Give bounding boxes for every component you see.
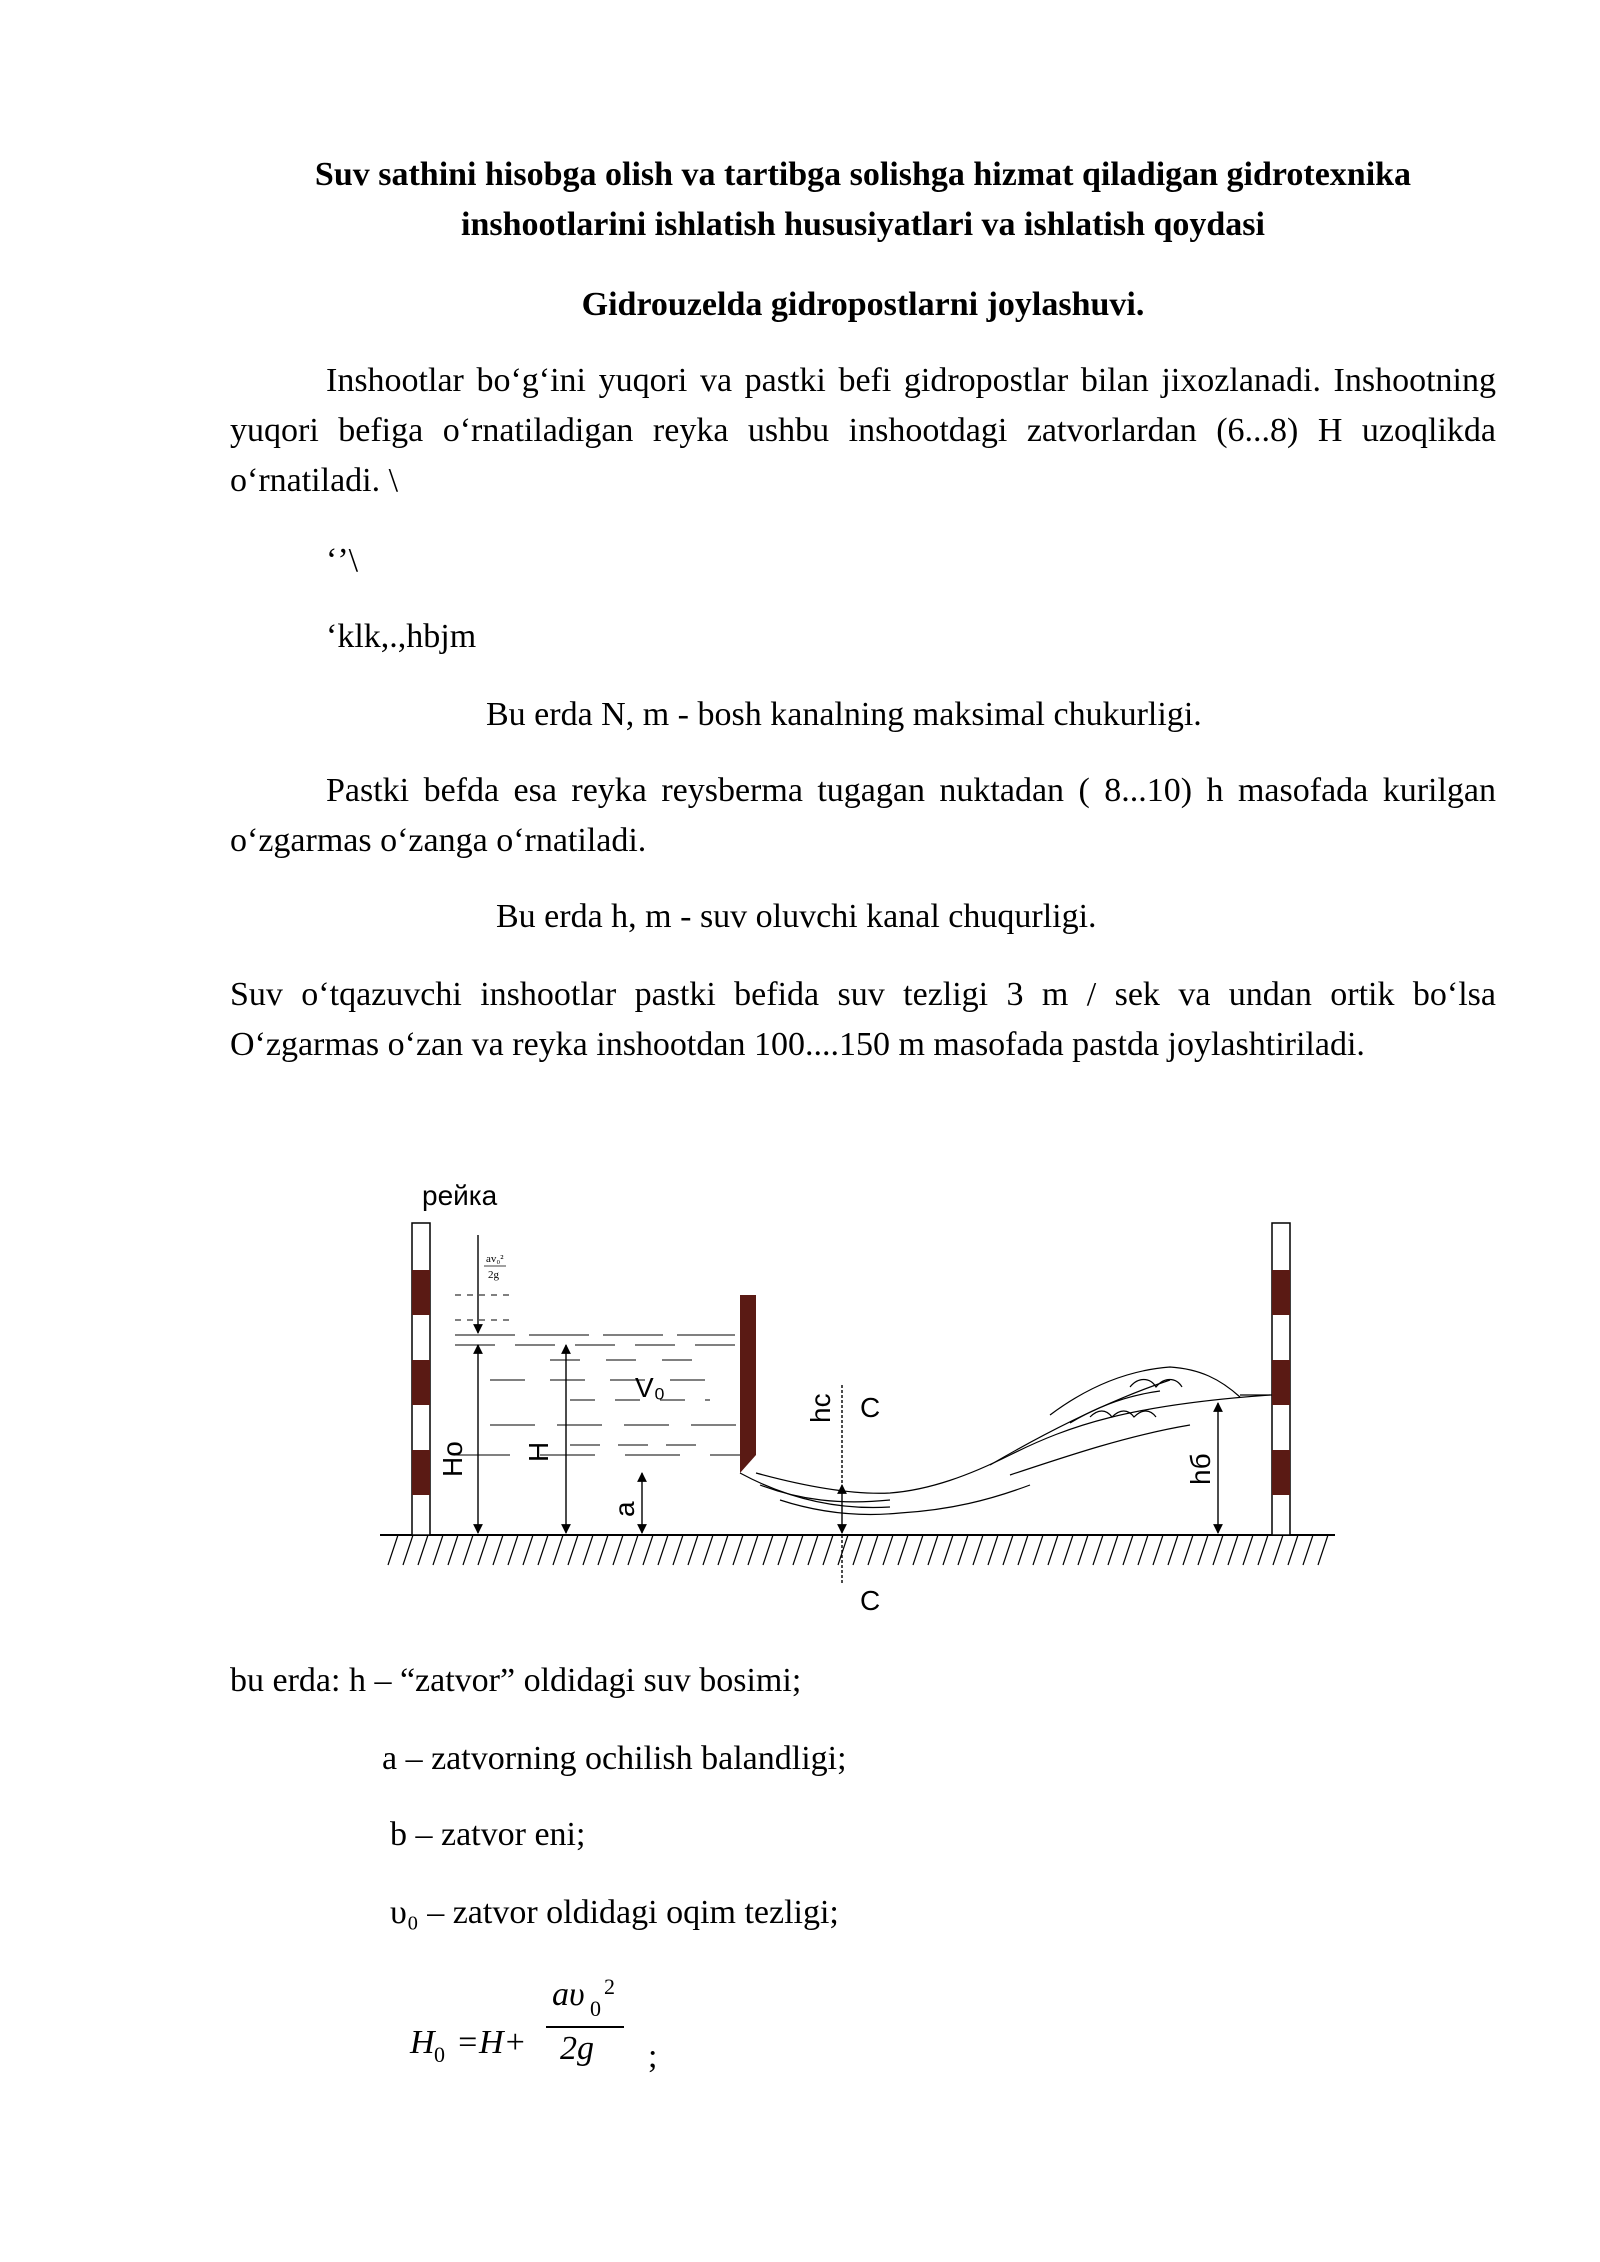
right-gauge-staff — [1272, 1223, 1290, 1535]
dimension-arrows — [478, 1235, 1218, 1585]
ground-line — [380, 1535, 1335, 1565]
note-bosh-kanal: Bu erda N, m - bosh kanalning maksimal chukurligi. — [486, 696, 1202, 733]
label-V0: V₀ — [635, 1372, 666, 1403]
paragraph-intro: Inshootlar bo‘g‘ini yuqori va pastki befi gidropostlar bilan jixozlanadi. Inshootning yuqori befiga o‘rnatiladigan reyka ushbu inshootdagi zatvorlardan (6...8) H uzoqlikda o‘rnatiladi. \ — [230, 362, 1496, 499]
page-title-line-1: Suv sathini hisobga olish va tartibga solishga hizmat qiladigan gidrotexnika — [314, 156, 1412, 193]
formula-fraction-bar — [546, 2026, 624, 2028]
formula-denominator: 2g — [560, 2030, 594, 2067]
note-suv-oluvchi: Bu erda h, m - suv oluvchi kanal chuqurligi. — [496, 898, 1097, 935]
formula-equals-plus: =H+ — [456, 2024, 527, 2061]
label-C-bottom: C — [860, 1585, 881, 1616]
formula-num-sup: 2 — [604, 1974, 615, 1999]
gate-flow-diagram — [370, 1155, 1350, 1635]
label-C-top: C — [860, 1392, 881, 1423]
formula-lhs-sub: 0 — [434, 2042, 445, 2067]
legend-item-b: b – zatvor eni; — [390, 1816, 586, 1853]
stray-text-2: ‘klk,.,hbjm — [326, 618, 477, 655]
formula-H0 — [410, 1970, 730, 2090]
label-a: a — [609, 1501, 640, 1517]
downstream-flow — [740, 1367, 1272, 1514]
page-title-line-2: inshootlarini ishlatish hususiyatlari va ishlatish qoydasi — [461, 206, 1265, 243]
label-hc: hc — [805, 1393, 836, 1423]
paragraph-pastki-bef: Pastki befda esa reyka reysberma tugagan nuktadan ( 8...10) h masofada kurilgan o‘zgarmas o‘zanga o‘rnatiladi. — [230, 772, 1496, 859]
formula-numerator: aυ — [552, 1976, 585, 2013]
formula-num-sub: 0 — [590, 1996, 601, 2021]
stray-text-1: ‘’\ — [326, 542, 359, 579]
legend-item-v0: υ₀ – zatvor oldidagi oqim tezligi; — [390, 1894, 839, 1931]
section-subtitle: Gidrouzelda gidropostlarni joylashuvi. — [581, 286, 1145, 323]
legend-intro: bu erda: h – “zatvor” oldidagi suv bosimi; — [230, 1662, 802, 1699]
formula-tail: ; — [648, 2038, 658, 2075]
paragraph-suv-tezligi: Suv o‘tqazuvchi inshootlar pastki befida suv tezligi 3 m / sek va undan ortik bo‘lsa O‘zgarmas o‘zan va reyka inshootdan 100....150 m masofada pastda joylashtiriladi. — [230, 976, 1496, 1063]
label-frac-den: 2g — [488, 1269, 499, 1281]
upstream-water-lines — [455, 1295, 740, 1455]
rail-label: рейка — [422, 1180, 498, 1211]
label-hb: hб — [1185, 1453, 1216, 1485]
left-gauge-staff — [412, 1223, 430, 1535]
label-H: H — [523, 1441, 554, 1462]
label-Ho: Ho — [437, 1441, 468, 1477]
label-frac-num: av₀² — [486, 1253, 504, 1265]
sluice-gate — [740, 1295, 756, 1473]
formula-lhs: H — [410, 2024, 435, 2061]
legend-item-a: a – zatvorning ochilish balandligi; — [382, 1740, 847, 1777]
